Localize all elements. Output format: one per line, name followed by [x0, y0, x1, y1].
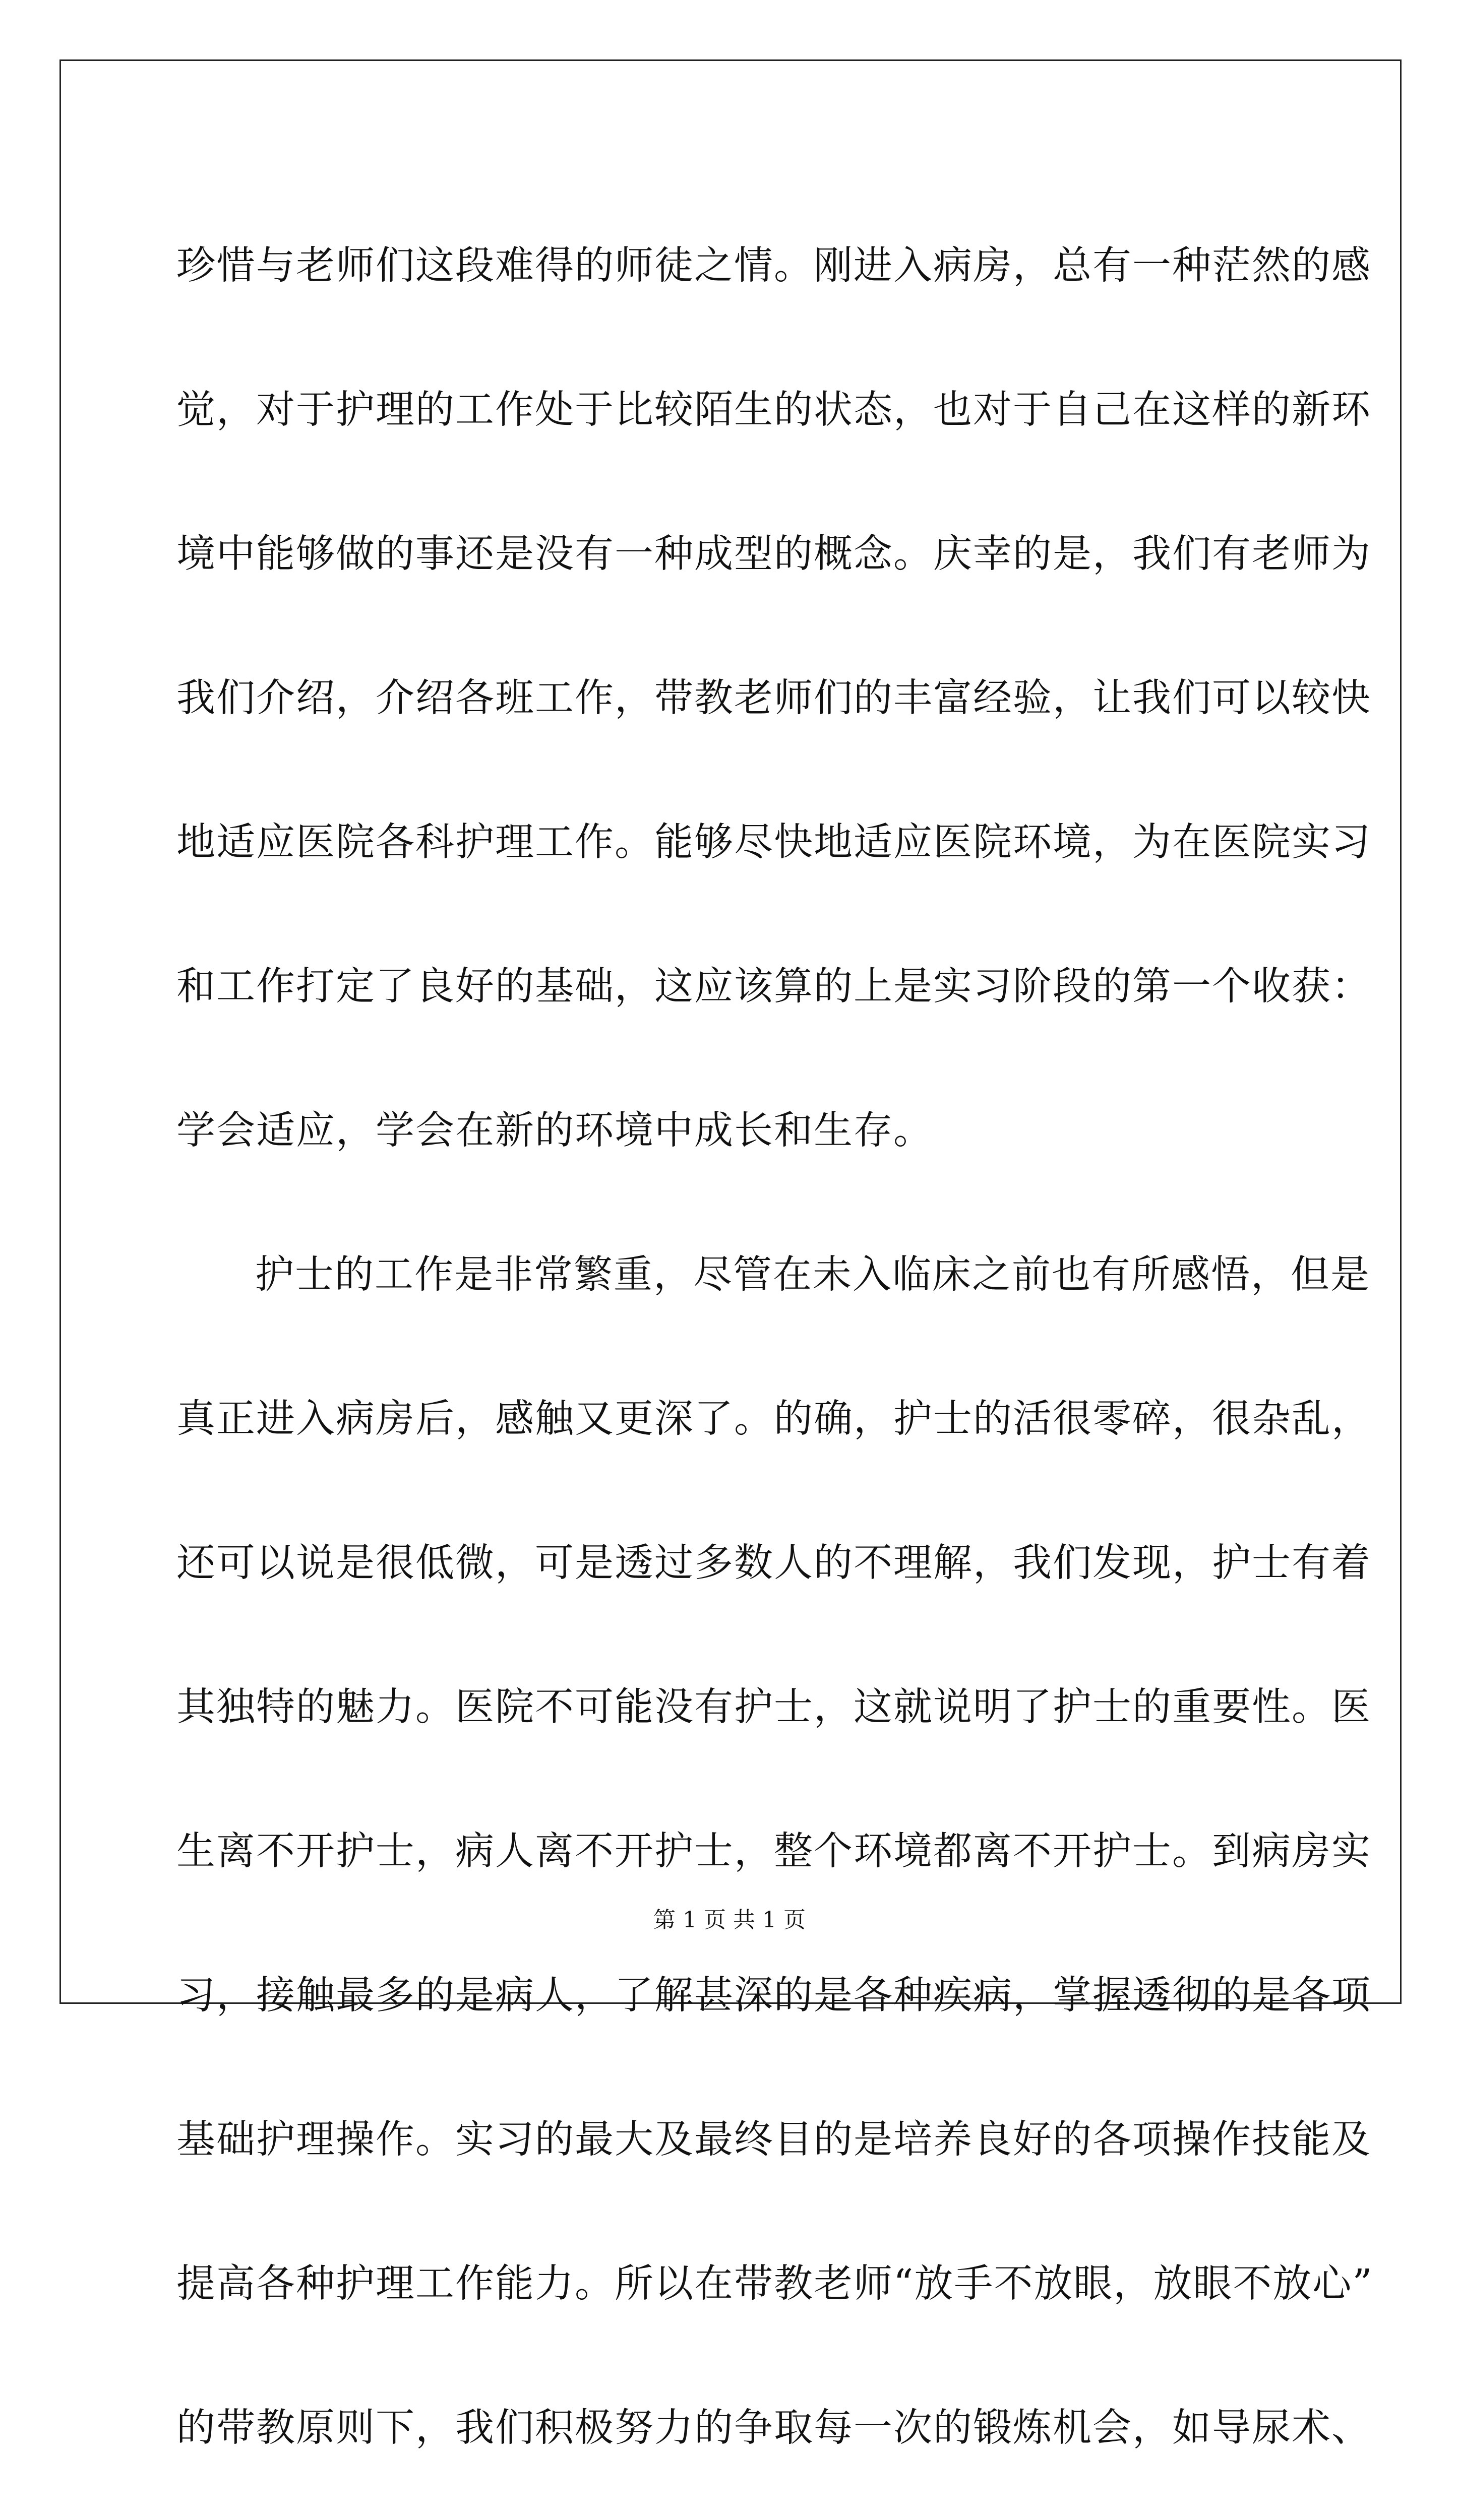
text-line: 和工作打定了良好的基础，这应该算的上是实习阶段的第一个收获：: [176, 964, 1371, 1009]
text-line: 境中能够做的事还是没有一种成型的概念。庆幸的是，我们有老师为: [176, 532, 1371, 577]
text-line: [176, 2500, 1286, 2520]
text-line: 地适应医院各科护理工作。能够尽快地适应医院环境，为在医院实习: [176, 820, 1371, 865]
text-line: 其独特的魅力。医院不可能没有护士，这就说明了护士的重要性。医: [176, 1685, 1371, 1730]
text-line: 我们介绍，介绍各班工作，带教老师们的丰富经验，让我们可以较快: [176, 676, 1371, 721]
paragraph-start-line: 护士的工作是非常繁重，尽管在未入临床之前也有所感悟，但是: [255, 1252, 1370, 1297]
text-line: 的带教原则下，我们积极努力的争取每一次的锻炼机会，如导尿术、: [176, 2406, 1371, 2450]
page-footer: 第 1 页 共 1 页: [653, 1907, 806, 1933]
text-line: 生离不开护士，病人离不开护士，整个环境都离不开护士。到病房实: [176, 1829, 1371, 1874]
document-body: [176, 194, 1373, 2520]
text-line: 基础护理操作。实习的最大及最终目的是培养良好的各项操作技能及: [176, 2117, 1371, 2162]
text-line: 学会适应，学会在新的环境中成长和生存。: [176, 1108, 933, 1153]
text-line: 珍惜与老师们这段难得的师徒之情。刚进入病房，总有一种茫然的感: [176, 243, 1371, 288]
text-line: 还可以说是很低微，可是透过多数人的不理解，我们发现，护士有着: [176, 1541, 1371, 1586]
text-line: 真正进入病房后，感触又更深了。的确，护士的活很零碎，很杂乱，: [176, 1397, 1371, 1441]
text-line: 习，接触最多的是病人，了解甚深的是各种疾病，掌握透彻的是各项: [176, 1973, 1371, 2018]
text-line: 觉，对于护理的工作处于比较陌生的状态，也对于自己在这样的新环: [176, 388, 1371, 432]
text-line: 提高各种护理工作能力。所以在带教老师“放手不放眼，放眼不放心”: [176, 2261, 1373, 2306]
